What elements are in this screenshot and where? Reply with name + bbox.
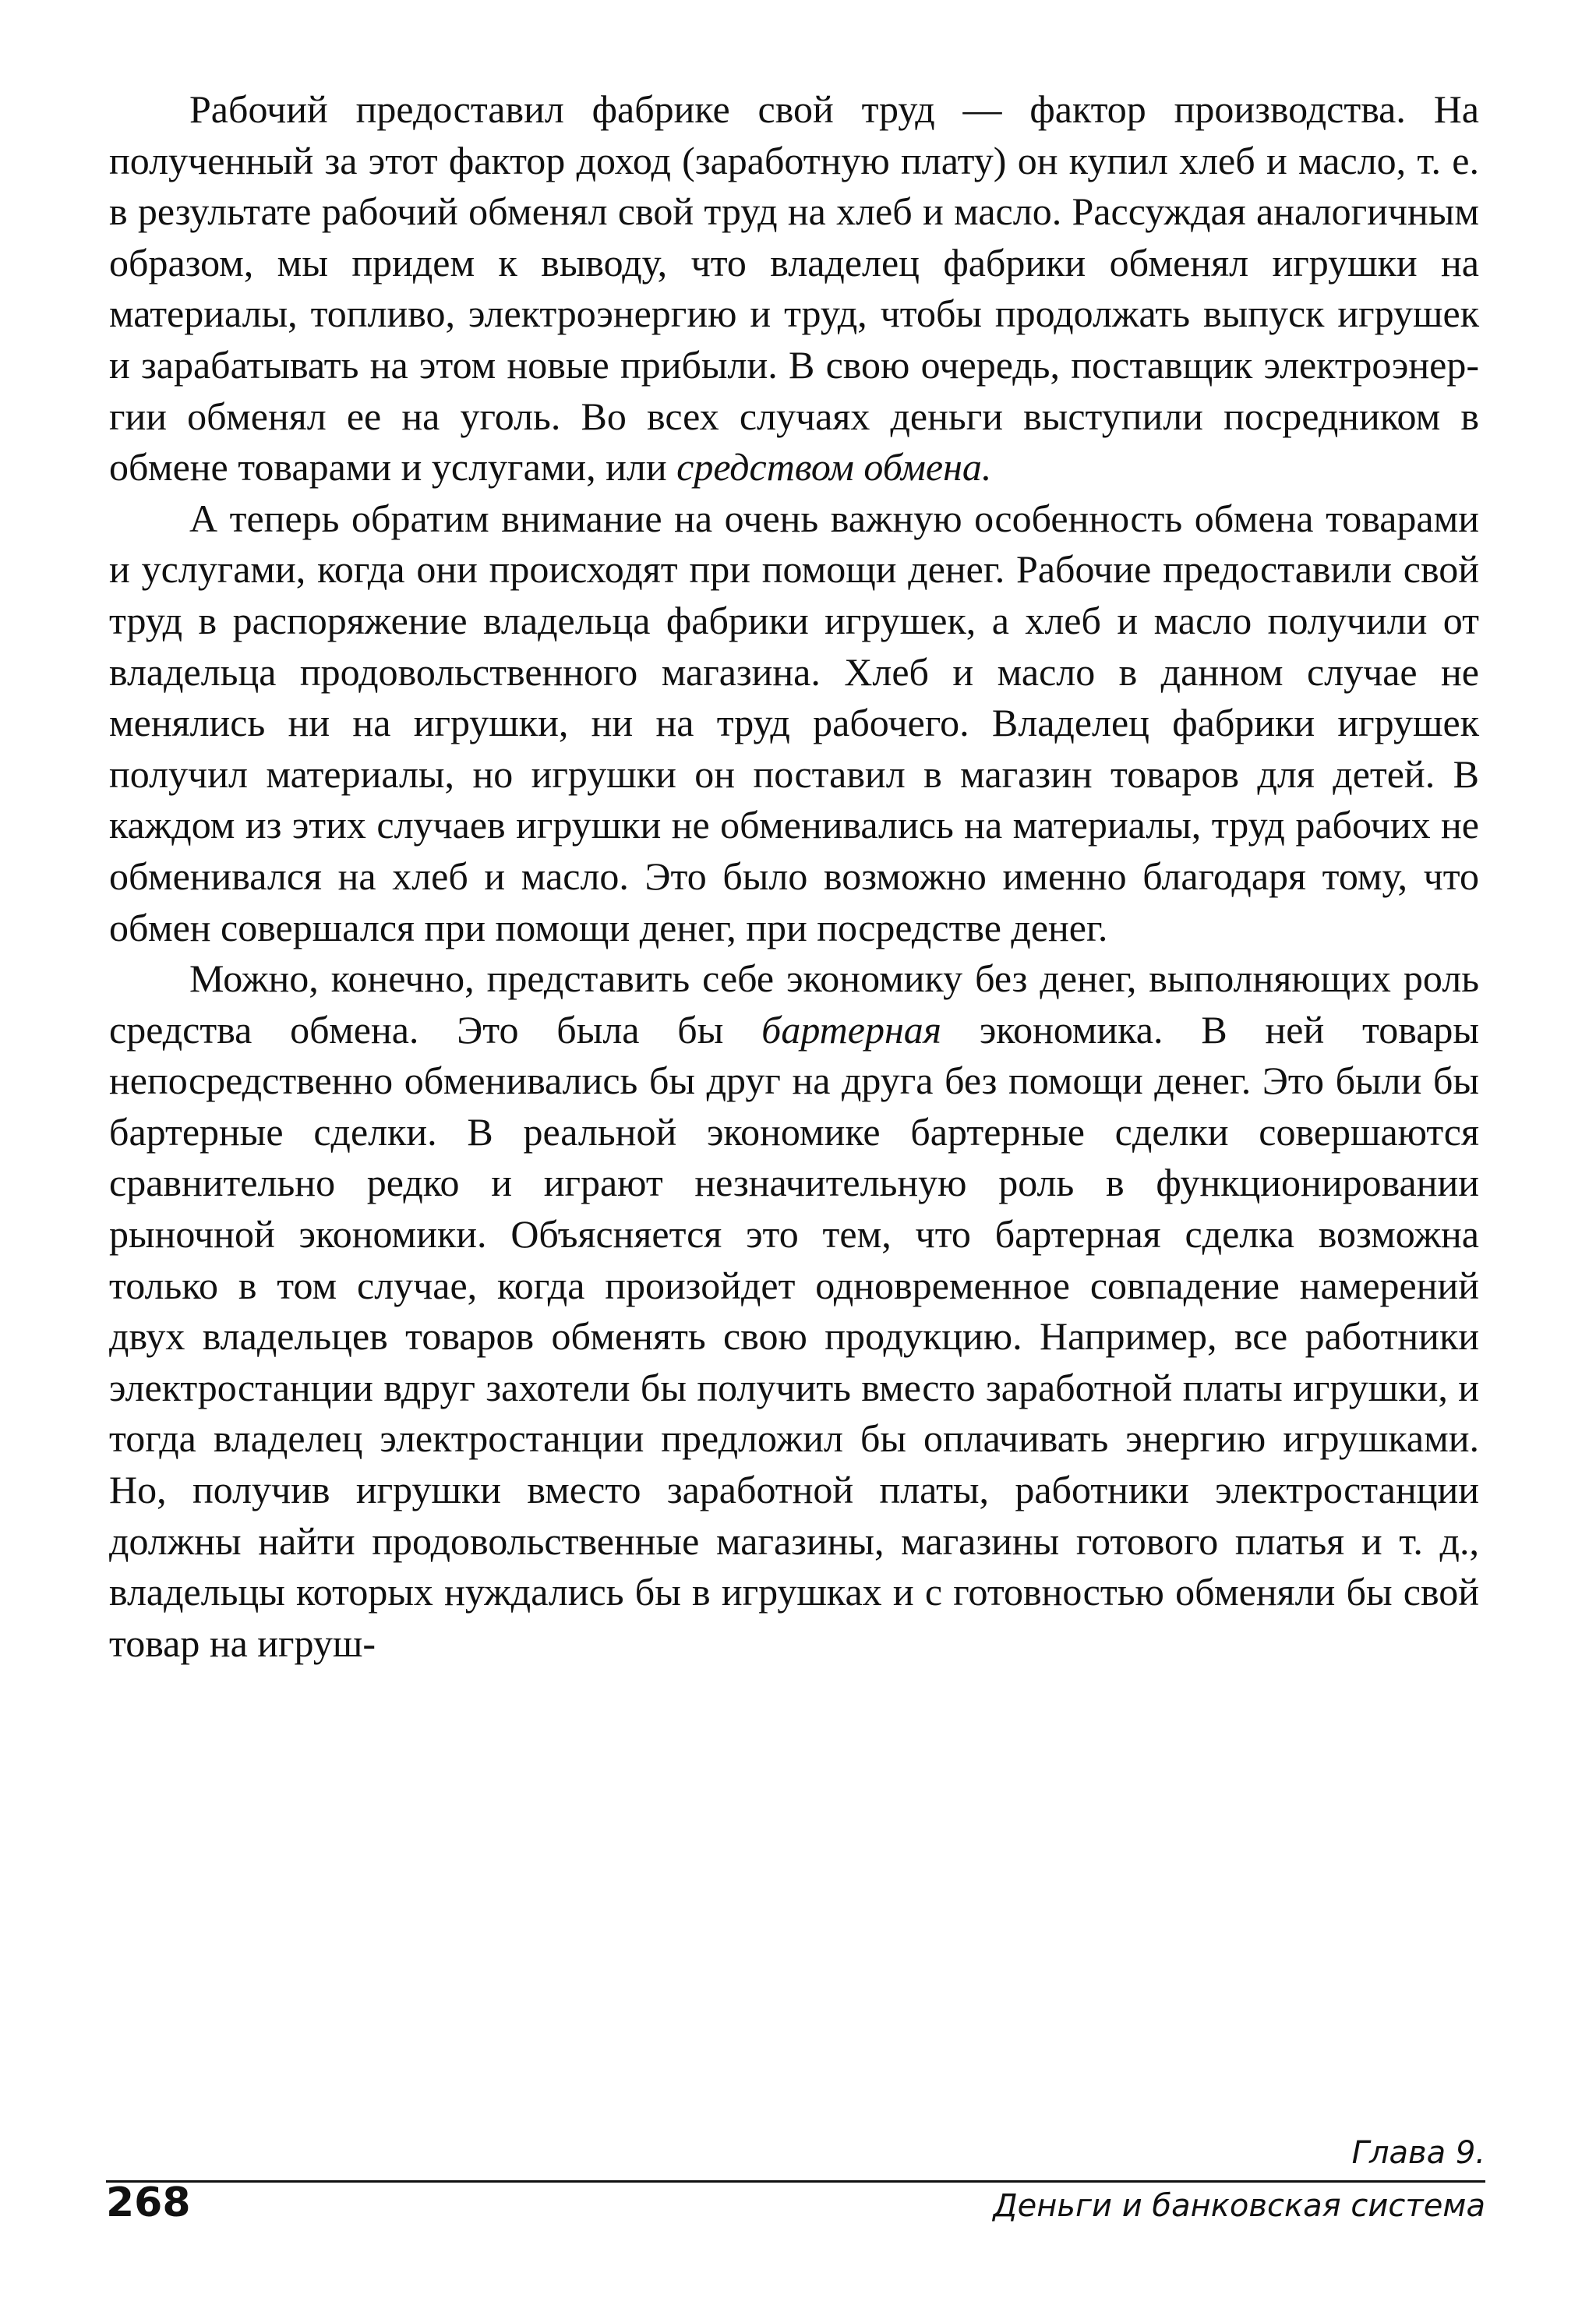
paragraph-2	[109, 493, 1479, 953]
paragraph-1-italic-term: средством обмена.	[676, 445, 992, 490]
paragraph-3-italic-term: бартерная	[761, 1007, 942, 1052]
footer-divider	[106, 2180, 1485, 2183]
paragraph-3-text-end: экономика. В ней товары непосредственно обменивались бы друг на друга без помощи денег. Это были бы бартерные сделки. В реальной экономике бартерные сделки совершаются сравнительно редко и играют незначительную роль в функционировании рыночной экономики. Объясняется это тем, что бартерная сделка возможна только в том случае, когда произойдет одновременное совпадение намерений двух владельцев товаров обменять свою продукцию. Например, все работники электростанции вдруг захотели бы получить вместо заработной платы игрушки, и тогда владелец электростанции предложил бы оплачивать энергию игрушками. Но, получив игрушки вместо заработной платы, работники электростанции должны найти продовольственные магазины, магазины готового платья и т. д., владельцы которых нуждались бы в игрушках и с готовностью обменяли бы свой товар на игруш-	[109, 1007, 1479, 1665]
paragraph-1	[109, 84, 1479, 493]
paragraph-3	[109, 953, 1479, 1669]
paragraph-2-text: А теперь обратим внимание на очень важную особенность обмена товарами и услугами, когда они происходят при помощи денег. Рабочие предоставили свой труд в распоряжение владельца фабрики игрушек, а хлеб и масло получили от владельца продовольственного магазина. Хлеб и масло в данном случае не менялись ни на игрушки, ни на труд рабочего. Владелец фабрики игрушек получил материалы, но игрушки он поставил в магазин товаров для детей. В каждом из этих случаев игрушки не обменивались на материалы, труд рабочих не обменивался на хлеб и масло. Это было возможно именно благодаря тому, что обмен совершался при помощи денег, при посредстве денег.	[109, 496, 1479, 949]
running-head-section-title: Деньги и банковская система	[993, 2188, 1485, 2224]
paragraph-3-text-start: Можно, конечно, представить себе экономику без денег, выполняющих роль средства обмена. Это была бы	[109, 956, 1479, 1052]
paragraph-1-text: Рабочий предоставил фабрике свой труд — фактор производства. На полученный за этот фактор доход (заработную плату) он купил хлеб и масло, т. е. в результате рабочий обменял свой труд на хлеб и масло. Рассуждая аналогичным образом, мы придем к выводу, что владелец фабрики обменял игрушки на материалы, топливо, электроэнергию и труд, чтобы продолжать выпуск игрушек и зарабатывать на этом новые прибыли. В свою очередь, поставщик электроэнергии обменял ее на уголь. Во всех случаях деньги выступили посредником в обмене товарами и услугами, или	[109, 87, 1479, 490]
running-head-chapter: Глава 9.	[1351, 2135, 1485, 2171]
page-number: 268	[106, 2179, 191, 2226]
body-text	[109, 84, 1479, 1669]
